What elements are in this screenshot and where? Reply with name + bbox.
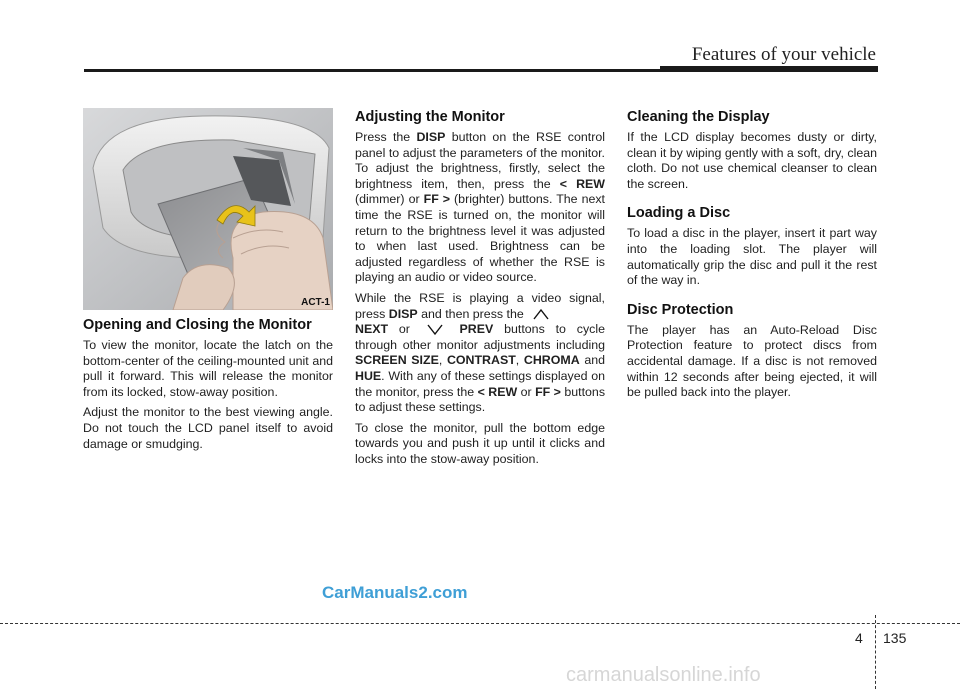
paragraph: If the LCD display becomes dusty or dirty, clean it by wiping gently with a soft, dry, clean cloth. Do not use chemical cleanser to clean the screen.: [627, 130, 877, 191]
column-1: [83, 108, 333, 457]
paragraph: While the RSE is playing a video signal, press DISP and then press the NEXT or PREV buttons to cycle through other monitor adjustments including SCREEN SIZE, CONTRAST, CHROMA and HUE. With any of these settings displayed on the monitor, press the < REW or FF > buttons to adjust these settings.: [355, 290, 606, 415]
heading-cleaning-display: Cleaning the Display: [627, 109, 770, 125]
paragraph: To view the monitor, locate the latch on the bottom-center of the ceiling-mounted unit and pull it forward. This will release the monitor from its locked, stow-away position.: [83, 338, 333, 399]
header-title: Features of your vehicle: [691, 44, 876, 65]
heading-adjusting-monitor: Adjusting the Monitor: [355, 109, 505, 125]
key-ff: FF >: [423, 192, 451, 207]
paragraph: To load a disc in the player, insert it part way into the loading slot. The player will automatically grip the disc and pull it the rest of the way in.: [627, 226, 877, 288]
key-ff: FF >: [535, 384, 561, 399]
monitor-illustration: [83, 108, 333, 310]
paragraph: Press the DISP button on the RSE control panel to adjust the parameters of the monitor. To adjust the brightness, firstly, select the brightness item, then, press the < REW (dimmer) or FF > (brighter) buttons. The next time the RSE is turned on, the monitor will return to the brightness level it was adjusted to when last used. Brightness can be adjusted regardless of whether the RSE is playing an audio or video source.: [355, 130, 606, 285]
key-rew: < REW: [477, 384, 518, 399]
monitor-illustration-drawing: [83, 108, 333, 310]
column-2: [355, 108, 605, 472]
chapter-number: 4: [855, 630, 863, 646]
footer-rule: [0, 623, 960, 624]
header-rule-tab: [660, 66, 878, 72]
key-rew: < REW: [559, 176, 606, 191]
heading-disc-protection: Disc Protection: [627, 301, 734, 318]
paragraph: To close the monitor, pull the bottom edge towards you and push it up until it clicks and locks into the stow-away position.: [355, 420, 605, 466]
key-prev: PREV: [459, 322, 494, 337]
page-separator: [875, 615, 876, 689]
up-chevron-icon: [533, 308, 549, 320]
heading-opening-closing: Opening and Closing the Monitor: [83, 317, 312, 333]
figure-label: ACT-1: [301, 297, 330, 308]
paragraph: Adjust the monitor to the best viewing angle. Do not touch the LCD panel itself to avoid damage or smudging.: [83, 405, 333, 451]
heading-loading-disc: Loading a Disc: [627, 205, 731, 222]
key-screen-size: SCREEN SIZE: [355, 353, 439, 368]
key-contrast: CONTRAST: [446, 353, 516, 368]
key-chroma: CHROMA: [523, 353, 580, 368]
key-disp: DISP: [416, 130, 446, 144]
key-hue: HUE: [355, 368, 382, 383]
key-next: NEXT: [355, 322, 389, 337]
key-disp: DISP: [388, 306, 418, 321]
paragraph: The player has an Auto-Reload Disc Protection feature to protect discs from accidental damage. If a disc is not removed within 12 seconds after being ejected, it will be pulled back into the player.: [627, 322, 877, 400]
page-number: 135: [883, 630, 907, 646]
column-3: [627, 108, 877, 406]
bottom-watermark: carmanualsonline.info: [566, 664, 761, 686]
down-chevron-icon: [427, 324, 443, 336]
watermark-link[interactable]: CarManuals2.com: [322, 583, 468, 602]
